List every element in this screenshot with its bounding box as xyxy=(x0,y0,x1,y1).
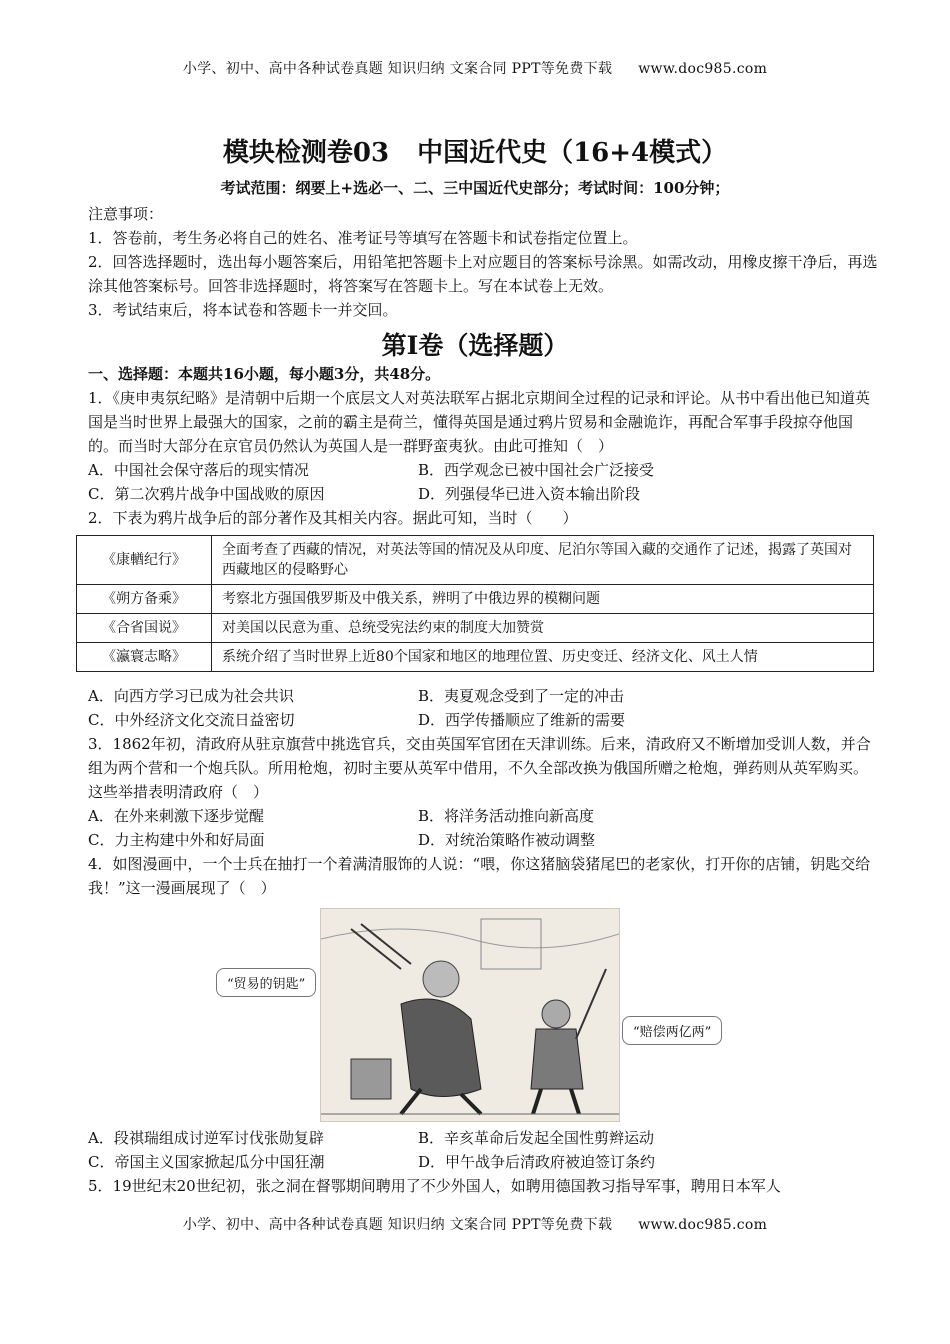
q1-options xyxy=(88,458,878,506)
q2-option-a[interactable]: A．向西方学习已成为社会共识 xyxy=(88,687,294,705)
table-book: 《康輶纪行》 xyxy=(77,536,212,585)
q3-option-b[interactable]: B．将洋务活动推向新高度 xyxy=(418,807,595,825)
page-header xyxy=(0,58,950,78)
table-row xyxy=(77,614,874,643)
notice-block xyxy=(88,202,878,322)
title-left: 模块检测卷03 xyxy=(222,138,390,168)
q4-stem: 4．如图漫画中，一个士兵在抽打一个着满清服饰的人说：“喂，你这猪脑袋猪尾巴的老家伙，打开你的店铺，钥匙交给我！”这一漫画展现了（ ） xyxy=(88,855,871,897)
q5-stem: 5．19世纪末20世纪初，张之洞在督鄂期间聘用了不少外国人，如聘用德国教习指导军事，聘用日本军人 xyxy=(88,1177,781,1195)
q3-option-a[interactable]: A．在外来刺激下逐步觉醒 xyxy=(88,807,264,825)
q3-option-d[interactable]: D．对统治策略作被动调整 xyxy=(418,831,596,849)
q2-option-b[interactable]: B．夷夏观念受到了一定的冲击 xyxy=(418,687,625,705)
q1-option-a[interactable]: A．中国社会保守落后的现实情况 xyxy=(88,461,309,479)
question-block-2 xyxy=(88,684,878,900)
table-book: 《瀛寰志略》 xyxy=(77,643,212,672)
table-content: 对美国以民意为重、总统受宪法约束的制度大加赞赏 xyxy=(212,614,874,643)
q4-option-c[interactable]: C．帝国主义国家掀起瓜分中国狂潮 xyxy=(88,1153,325,1171)
q2-table xyxy=(76,535,874,672)
cartoon-image xyxy=(320,908,620,1122)
q4-option-b[interactable]: B．辛亥革命后发起全国性剪辫运动 xyxy=(418,1129,655,1147)
callout-right: “赔偿两亿两” xyxy=(622,1016,722,1045)
q1-option-d[interactable]: D．列强侵华已进入资本输出阶段 xyxy=(418,485,641,503)
table-book: 《朔方备乘》 xyxy=(77,585,212,614)
cartoon-drawing xyxy=(321,909,619,1121)
table-content: 全面考查了西藏的情况，对英法等国的情况及从印度、尼泊尔等国入藏的交通作了记述，揭露了英国对西藏地区的侵略野心 xyxy=(212,536,874,585)
q3-stem: 3．1862年初，清政府从驻京旗营中挑选官兵，交由英国军官团在天津训练。后来，清政府又不断增加受训人数，并合组为两个营和一个炮兵队。所用枪炮，初时主要从英军中借用，不久全部改换为俄国所赠之枪炮，弹药则从英军购买。这些举措表明清政府（ ） xyxy=(88,735,871,801)
notice-item: 1．答卷前，考生务必将自己的姓名、准考证号等填写在答题卡和试卷指定位置上。 xyxy=(88,229,638,247)
q2-option-d[interactable]: D．西学传播顺应了维新的需要 xyxy=(418,711,626,729)
part-heading: 一、选择题：本题共16小题，每小题3分，共48分。 xyxy=(88,365,441,383)
footer-text: 小学、初中、高中各种试卷真题 知识归纳 文案合同 PPT等免费下载 xyxy=(182,1217,613,1233)
q1-option-c[interactable]: C．第二次鸦片战争中国战败的原因 xyxy=(88,485,325,503)
page-title xyxy=(0,132,950,169)
q1-option-b[interactable]: B．西学观念已被中国社会广泛接受 xyxy=(418,461,655,479)
title-right: 中国近代史（16+4模式） xyxy=(417,138,728,168)
header-text: 小学、初中、高中各种试卷真题 知识归纳 文案合同 PPT等免费下载 xyxy=(182,61,613,77)
exam-scope: 考试范围：纲要上+选必一、二、三中国近代史部分；考试时间：100分钟； xyxy=(220,179,730,197)
table-content: 系统介绍了当时世界上近80个国家和地区的地理位置、历史变迁、经济文化、风土人情 xyxy=(212,643,874,672)
table-book: 《合省国说》 xyxy=(77,614,212,643)
callout-left: “贸易的钥匙” xyxy=(216,968,316,997)
q4-option-d[interactable]: D．甲午战争后清政府被迫签订条约 xyxy=(418,1153,656,1171)
q2-options xyxy=(88,684,878,732)
q3-options xyxy=(88,804,878,852)
notice-heading: 注意事项： xyxy=(88,205,164,223)
header-url[interactable]: www.doc985.com xyxy=(638,61,768,77)
q2-stem: 2．下表为鸦片战争后的部分著作及其相关内容。据此可知，当时（ ） xyxy=(88,509,578,527)
q1-stem: 1．《庚申夷氛纪略》是清朝中后期一个底层文人对英法联军占据北京期间全过程的记录和评论。从书中看出他已知道英国是当时世界上最强大的国家，之前的霸主是荷兰，懂得英国是通过鸦片贸易和金融诡诈，再配合军事手段掠夺他国的。而当时大部分在京官员仍然认为英国人是一群野蛮夷狄。由此可推知（ ） xyxy=(88,389,871,455)
notice-item: 3．考试结束后，将本试卷和答题卡一并交回。 xyxy=(88,301,398,319)
section-title: 第I卷（选择题） xyxy=(381,331,569,360)
notice-item: 2．回答选择题时，选出每小题答案后，用铅笔把答题卡上对应题目的答案标号涂黑。如需改动，用橡皮擦干净后，再选涂其他答案标号。回答非选择题时，将答案写在答题卡上。写在本试卷上无效。 xyxy=(88,253,878,295)
q4-option-a[interactable]: A．段祺瑞组成讨逆军讨伐张勋复辟 xyxy=(88,1129,324,1147)
page-footer xyxy=(0,1214,950,1234)
question-block-1 xyxy=(88,362,878,530)
q4-options xyxy=(88,1126,878,1174)
table-row xyxy=(77,536,874,585)
table-row xyxy=(77,585,874,614)
q3-option-c[interactable]: C．力主构建中外和好局面 xyxy=(88,831,265,849)
table-content: 考察北方强国俄罗斯及中俄关系，辨明了中俄边界的模糊问题 xyxy=(212,585,874,614)
footer-url[interactable]: www.doc985.com xyxy=(638,1217,768,1233)
table-row xyxy=(77,643,874,672)
q2-option-c[interactable]: C．中外经济文化交流日益密切 xyxy=(88,711,295,729)
question-block-3 xyxy=(88,1126,878,1198)
